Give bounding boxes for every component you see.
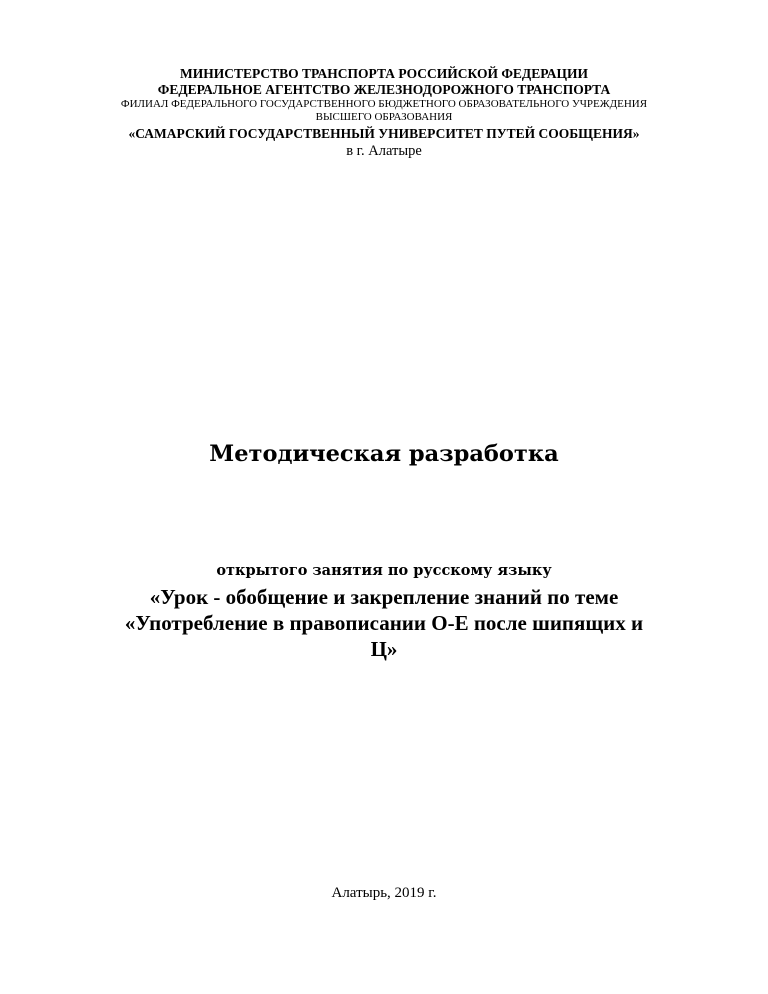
topic-line: «Урок - обобщение и закрепление знаний по теме [149,585,619,609]
ministry-heading: МИНИСТЕРСТВО ТРАНСПОРТА РОССИЙСКОЙ ФЕДЕРАЦИИ [179,66,588,81]
topic-line: Ц» [370,637,398,661]
city-heading: в г. Алатыре [346,143,422,159]
document-subtitle: открытого занятия по русскому языку [216,562,552,579]
place-and-year: Алатырь, 2019 г. [331,885,437,901]
document-title: Методическая разработка [209,441,559,467]
branch-heading: ФИЛИАЛ ФЕДЕРАЛЬНОГО ГОСУДАРСТВЕННОГО БЮДЖЕТНОГО ОБРАЗОВАТЕЛЬНОГО УЧРЕЖДЕНИЯ [120,98,648,110]
higher-education-heading: ВЫСШЕГО ОБРАЗОВАНИЯ [315,111,453,123]
university-heading: «САМАРСКИЙ ГОСУДАРСТВЕННЫЙ УНИВЕРСИТЕТ ПУТЕЙ СООБЩЕНИЯ» [128,126,640,141]
agency-heading: ФЕДЕРАЛЬНОЕ АГЕНТСТВО ЖЕЛЕЗНОДОРОЖНОГО ТРАНСПОРТА [157,82,611,97]
topic-line: «Употребление в правописании О-Е после шипящих и [124,611,644,635]
